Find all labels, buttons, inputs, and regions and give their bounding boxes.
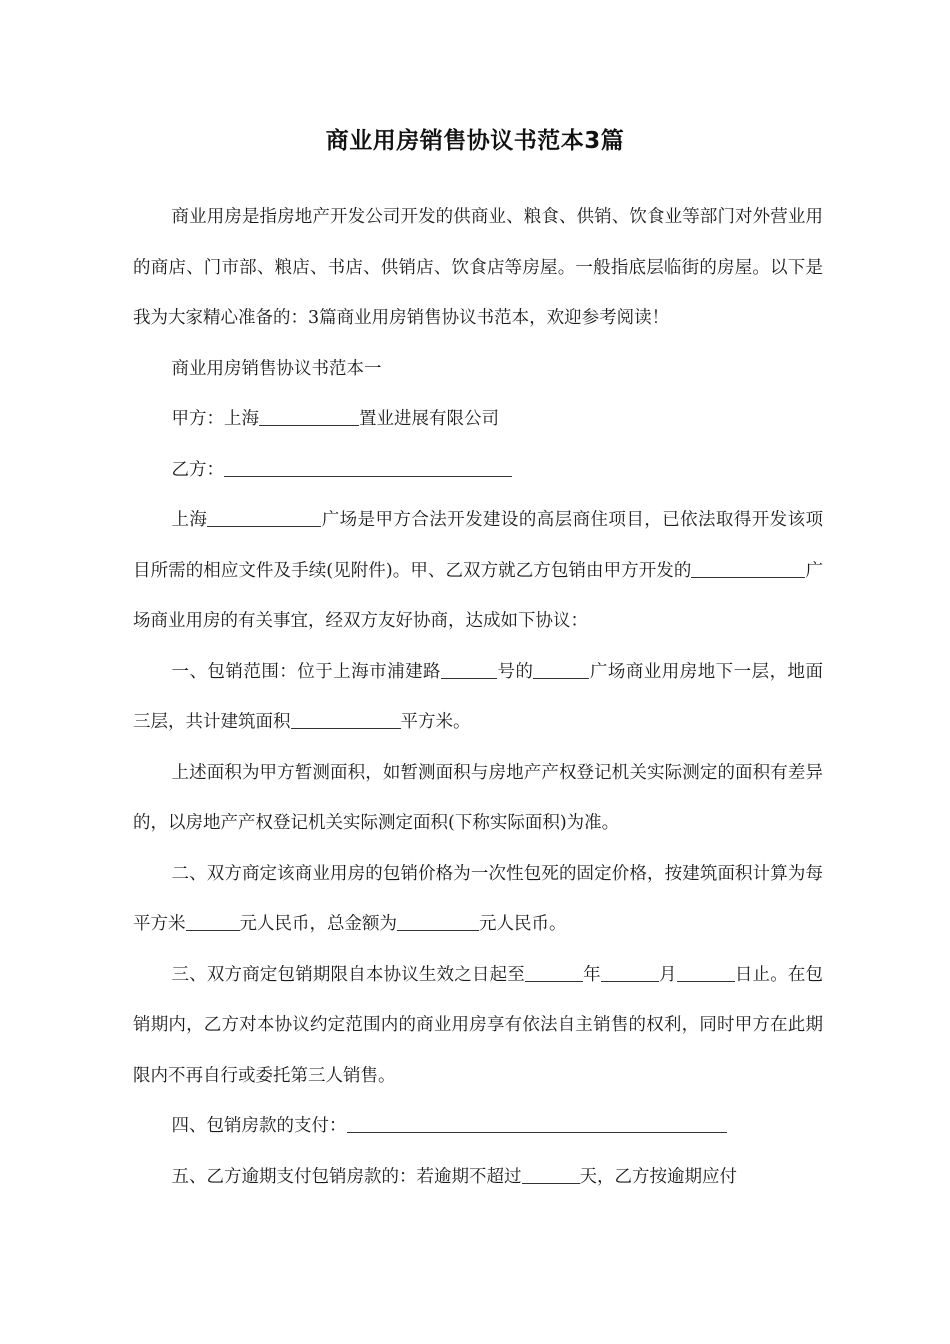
blank-field	[525, 963, 583, 982]
blank-field	[441, 660, 497, 679]
text-run: 三、双方商定包销期限自本协议生效之日起至	[171, 964, 525, 985]
blank-field	[601, 963, 659, 982]
document-title: 商业用房销售协议书范本3篇	[325, 128, 625, 154]
blank-field	[522, 1165, 580, 1184]
text-run: 平方米。	[400, 712, 471, 732]
text-run: 广场是甲方合法开发建设的高层商住项目，已依法取得开发该项目所需的相应文件及手续(见附件)。甲、乙双方就乙方包销由甲方开发的	[133, 510, 824, 581]
party-b-line	[133, 445, 823, 496]
intro-paragraph: 商业用房是指房地产开发公司开发的供商业、粮食、供销、饮食业等部门对外营业用的商店、门市部、粮店、书店、供销店、饮食店等房屋。一般指底层临街的房屋。以下是我为大家精心准备的：3篇商业用房销售协议书范本，欢迎参考阅读！	[133, 207, 823, 328]
blank-field	[533, 660, 589, 679]
party-b-label: 乙方：	[171, 459, 224, 480]
text-run: 一、包销范围：位于上海市浦建路	[171, 661, 442, 682]
party-a-label: 甲方：上海	[171, 409, 259, 429]
clause-3	[133, 950, 823, 1102]
blank-field	[259, 407, 359, 426]
text-run: 五、乙方逾期支付包销房款的：若逾期不超过	[171, 1166, 522, 1187]
blank-field	[224, 458, 512, 477]
text-run: 月	[658, 964, 677, 985]
text-run: 上海	[171, 510, 208, 530]
blank-field	[691, 559, 805, 578]
clause-2	[133, 849, 823, 950]
blank-field	[291, 710, 401, 729]
party-a-line	[133, 394, 823, 445]
party-a-company: 置业进展有限公司	[359, 409, 499, 429]
text-run: 日止。在包销期内，乙方对本协议约定范围内的商业用房享有依法自主销售的权利，同时甲方在此期限内不再自行或委托第三人销售。	[133, 964, 824, 1086]
text-run: 元人民币。	[479, 914, 567, 934]
clause-5	[133, 1152, 823, 1203]
blank-field	[397, 912, 479, 931]
text-run: 天，乙方按逾期应付	[579, 1166, 737, 1187]
project-paragraph	[133, 495, 823, 647]
section-heading: 商业用房销售协议书范本一	[171, 358, 382, 379]
blank-field	[677, 963, 735, 982]
blank-field	[186, 912, 240, 931]
text-run: 号的	[497, 661, 534, 682]
text-run: 元人民币，总金额为	[239, 914, 397, 934]
clause-1-note: 上述面积为甲方暂测面积，如暂测面积与房地产产权登记机关实际测定的面积有差异的，以房地产产权登记机关实际测定面积(下称实际面积)为准。	[133, 762, 823, 833]
clause-1	[133, 647, 823, 748]
document-body	[133, 192, 823, 1202]
text-run: 广场商业用房的有关事宜，经双方友好协商，达成如下协议：	[133, 560, 824, 631]
blank-field	[347, 1114, 727, 1133]
text-run: 广场商业用房地下一层，地面三层，共计建筑面积	[133, 661, 824, 732]
text-run: 四、包销房款的支付：	[171, 1116, 347, 1136]
clause-4	[133, 1101, 823, 1152]
text-run: 年	[582, 964, 601, 985]
blank-field	[207, 508, 321, 527]
text-run: 二、双方商定该商业用房的包销价格为一次性包死的固定价格，按建筑面积计算为每平方米	[133, 863, 823, 934]
